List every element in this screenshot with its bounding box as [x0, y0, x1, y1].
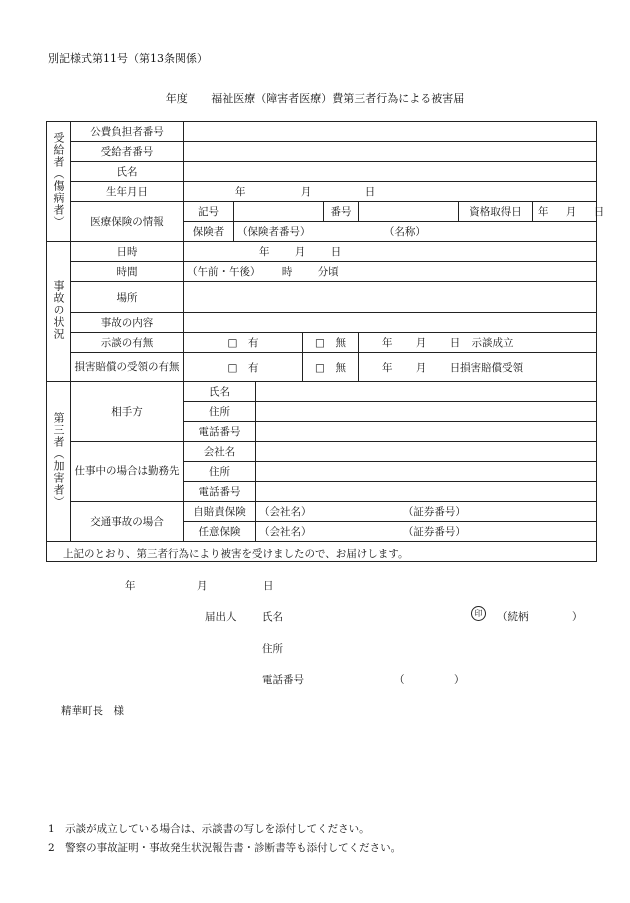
recipient-no-field[interactable] [184, 142, 597, 162]
public-payer-no-field[interactable] [184, 122, 597, 142]
accident-content-field[interactable] [184, 313, 597, 333]
comp-month: 月 [415, 361, 427, 374]
notifier-phone-label: 電話番号 [262, 674, 304, 686]
dob-field[interactable] [184, 182, 597, 202]
number-label: 番号 [324, 202, 359, 222]
accident-time-label: 時間 [71, 262, 184, 282]
relation-close: ） [572, 611, 583, 623]
phone-paren-close: ） [454, 674, 465, 686]
wp-address-field[interactable] [256, 462, 597, 482]
compensation-yes-checkbox[interactable]: □ 有 [184, 353, 303, 382]
ci-policy-label: （証券番号） [402, 506, 466, 518]
settlement-no-checkbox[interactable]: □ 無 [303, 333, 359, 353]
accident-year: 年 [259, 246, 270, 258]
seal-mark: 印 [471, 606, 486, 621]
declaration-box [47, 542, 597, 717]
cp-phone-field[interactable] [256, 422, 597, 442]
third-party-section-label: 第三者（加害者） [47, 382, 71, 542]
qd-year: 年 [538, 206, 549, 218]
compensation-no-checkbox[interactable]: □ 無 [303, 353, 359, 382]
decl-month: 月 [197, 580, 208, 592]
cp-address-label: 住所 [184, 402, 256, 422]
wp-phone-field[interactable] [256, 482, 597, 502]
wp-address-label: 住所 [184, 462, 256, 482]
counterpart-label: 相手方 [71, 382, 184, 442]
voluntary-insurance-label: 任意保険 [184, 522, 256, 542]
qd-day: 日 [593, 206, 605, 218]
hour-label: 時 [281, 266, 293, 278]
notifier-label: 届出人 [205, 611, 237, 623]
settle-done-label: 示談成立 [471, 337, 514, 349]
minute-label: 分頃 [317, 266, 339, 278]
traffic-accident-label: 交通事故の場合 [71, 502, 184, 542]
cp-name-label: 氏名 [184, 382, 256, 402]
cp-phone-label: 電話番号 [184, 422, 256, 442]
compulsory-insurance-label: 自賠責保険 [184, 502, 256, 522]
form-reference: 別記様式第11号（第13条関係） [48, 52, 208, 65]
qd-month: 月 [565, 206, 577, 218]
accident-datetime-label: 日時 [71, 242, 184, 262]
cp-name-field[interactable] [256, 382, 597, 402]
insurer-label: 保険者 [184, 222, 234, 242]
wp-company-field[interactable] [256, 442, 597, 462]
wp-company-label: 会社名 [184, 442, 256, 462]
notifier-address-label: 住所 [262, 643, 283, 655]
compensation-date-field[interactable] [359, 353, 597, 382]
vi-company-label: （会社名） [259, 526, 312, 538]
cp-address-field[interactable] [256, 402, 597, 422]
title-text: 福祉医療（障害者医療）費第三者行為による被害届 [211, 92, 465, 105]
settle-month: 月 [415, 337, 427, 349]
vi-policy-label: （証券番号） [402, 526, 466, 538]
qualification-date-label: 資格取得日 [459, 202, 533, 222]
settlement-date-field[interactable] [359, 333, 597, 353]
settlement-yes-checkbox[interactable]: □ 有 [184, 333, 303, 353]
settle-day: 日 [449, 337, 461, 349]
dob-label: 生年月日 [71, 182, 184, 202]
insurer-no-label: （保険者番号） [237, 226, 311, 238]
accident-section-label: 事故の状況 [47, 242, 71, 382]
ampm-label: （午前・午後） [187, 266, 261, 278]
title-year-label: 年度 [165, 92, 188, 105]
insurance-info-label: 医療保険の情報 [71, 202, 184, 242]
comp-received-label: 日損害賠償受領 [449, 361, 524, 374]
note-2: 2 警察の事故証明・事故発生状況報告書・診断書等も添付してください。 [48, 842, 402, 854]
public-payer-no-label: 公費負担者番号 [71, 122, 184, 142]
voluntary-insurance-field[interactable] [256, 522, 597, 542]
insurer-name-label: （名称） [383, 226, 426, 238]
dob-day: 日 [364, 186, 376, 198]
claim-form-table [46, 121, 605, 717]
accident-day: 日 [330, 246, 342, 258]
compulsory-insurance-field[interactable] [256, 502, 597, 522]
addressee: 精華町長 様 [61, 705, 124, 717]
form-title [0, 90, 630, 106]
dob-month: 月 [300, 186, 312, 198]
notifier-name-label: 氏名 [262, 611, 283, 623]
name-field[interactable] [184, 162, 597, 182]
accident-time-field[interactable] [184, 262, 597, 282]
symbol-field[interactable] [234, 202, 324, 222]
recipient-section-label: 受給者（傷病者） [47, 122, 71, 242]
decl-day: 日 [263, 580, 274, 592]
phone-paren-open: （ [394, 674, 405, 686]
ci-company-label: （会社名） [259, 506, 312, 518]
accident-content-label: 事故の内容 [71, 313, 184, 333]
dob-year: 年 [235, 186, 246, 198]
relation-label: （続柄 [497, 611, 529, 623]
compensation-label: 損害賠償の受領の有無 [71, 353, 184, 382]
accident-place-label: 場所 [71, 282, 184, 313]
decl-year: 年 [125, 580, 136, 592]
qualification-date-field[interactable] [533, 202, 605, 222]
name-label: 氏名 [71, 162, 184, 182]
wp-phone-label: 電話番号 [184, 482, 256, 502]
settlement-label: 示談の有無 [71, 333, 184, 353]
settle-year: 年 [382, 337, 393, 349]
accident-place-field[interactable] [184, 282, 597, 313]
declaration-text: 上記のとおり、第三者行為により被害を受けましたので、お届けします。 [63, 548, 409, 560]
workplace-label: 仕事中の場合は勤務先 [71, 442, 184, 502]
accident-date-field[interactable] [184, 242, 597, 262]
accident-month: 月 [294, 246, 306, 258]
recipient-no-label: 受給者番号 [71, 142, 184, 162]
comp-year: 年 [382, 361, 393, 374]
number-field[interactable] [359, 202, 459, 222]
insurer-field[interactable] [234, 222, 597, 242]
symbol-label: 記号 [184, 202, 234, 222]
note-1: 1 示談が成立している場合は、示談書の写しを添付してください。 [48, 823, 370, 835]
